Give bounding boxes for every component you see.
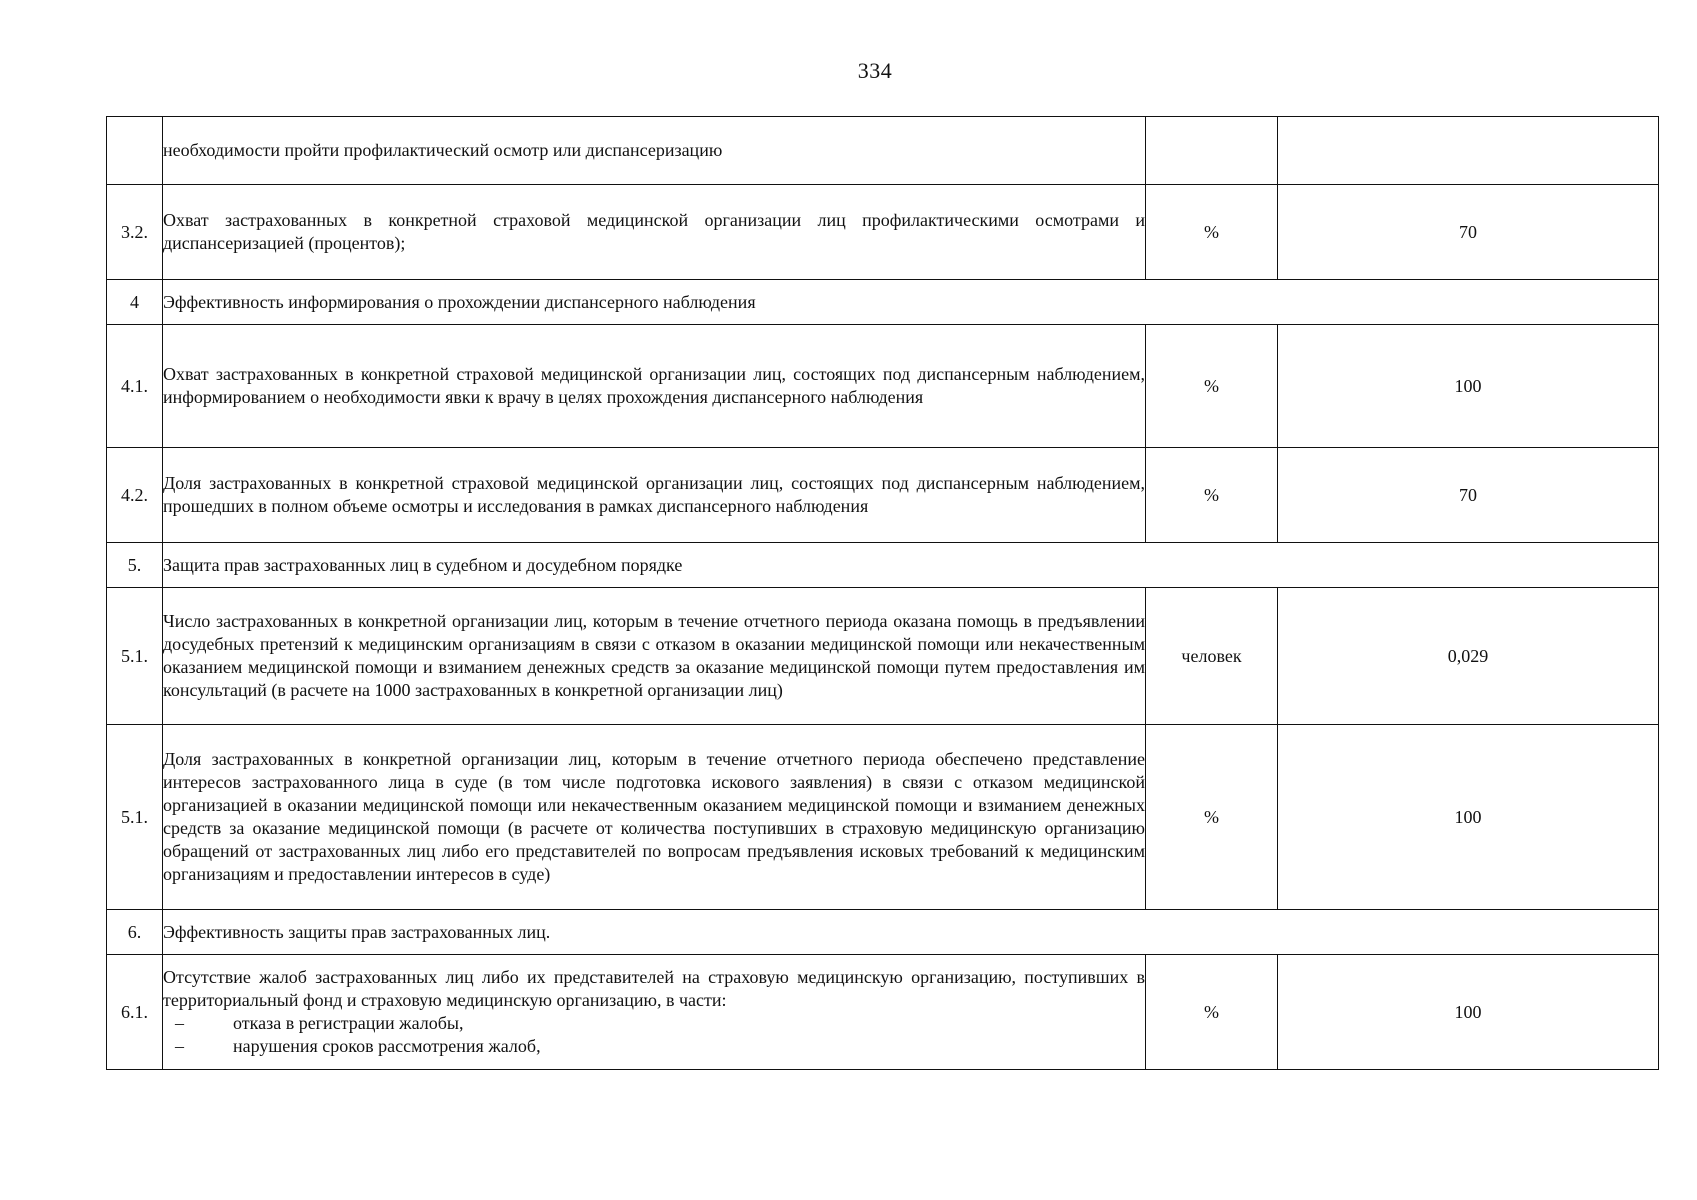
list-dash: – [175, 1013, 184, 1033]
row-value: 0,029 [1278, 588, 1659, 725]
table-row [107, 588, 1659, 725]
row-text: Охват застрахованных в конкретной страховой медицинской организации лиц профилактическими осмотрами и диспансеризацией (процентов); [163, 185, 1146, 280]
row-number: 4.1. [107, 325, 163, 448]
row-unit: % [1146, 725, 1278, 910]
row-text: Отсутствие жалоб застрахованных лиц либо их представителей на страховую медицинскую организацию, поступивших в территориальный фонд и страховую медицинскую организацию, в части: [163, 967, 1145, 1010]
row-number: 5.1. [107, 725, 163, 910]
list-item [163, 1035, 1145, 1058]
list-dash: – [175, 1036, 184, 1056]
row-value: 100 [1278, 725, 1659, 910]
table-row [107, 448, 1659, 543]
row-text: Доля застрахованных в конкретной страховой медицинской организации лиц, состоящих под диспансерным наблюдением, прошедших в полном объеме осмотры и исследования в рамках диспансерного наблюдения [163, 448, 1146, 543]
row-unit: % [1146, 185, 1278, 280]
row-unit: % [1146, 955, 1278, 1070]
list-item-text: отказа в регистрации жалобы, [233, 1013, 464, 1033]
row-number: 5.1. [107, 588, 163, 725]
list-item-text: нарушения сроков рассмотрения жалоб, [233, 1036, 541, 1056]
row-unit: % [1146, 448, 1278, 543]
row-number: 6.1. [107, 955, 163, 1070]
section-title: Защита прав застрахованных лиц в судебном и досудебном порядке [163, 543, 1659, 588]
section-number: 4 [107, 280, 163, 325]
row-unit [1146, 117, 1278, 185]
table-row [107, 117, 1659, 185]
row-number: 3.2. [107, 185, 163, 280]
page-number: 334 [857, 58, 893, 83]
section-number: 5. [107, 543, 163, 588]
row-text: Охват застрахованных в конкретной страховой медицинской организации лиц, состоящих под диспансерным наблюдением, информированием о необходимости явки к врачу в целях прохождения диспансерного наблюдения [163, 325, 1146, 448]
row-number [107, 117, 163, 185]
section-row [107, 910, 1659, 955]
row-value: 70 [1278, 185, 1659, 280]
row-value [1278, 117, 1659, 185]
row-value: 70 [1278, 448, 1659, 543]
section-title: Эффективность защиты прав застрахованных лиц. [163, 910, 1659, 955]
row-value: 100 [1278, 955, 1659, 1070]
row-text-cell [163, 955, 1146, 1070]
section-title: Эффективность информирования о прохождении диспансерного наблюдения [163, 280, 1659, 325]
row-text: необходимости пройти профилактический осмотр или диспансеризацию [163, 117, 1146, 185]
indicators-table [106, 116, 1659, 1070]
row-text: Число застрахованных в конкретной организации лиц, которым в течение отчетного периода оказана помощь в предъявлении досудебных претензий к медицинским организациям в связи с отказом в оказании медицинской помощи или некачественным оказанием медицинской помощи и взиманием денежных средств за оказание медицинской помощи путем предоставления им консультаций (в расчете на 1000 застрахованных в конкретной организации лиц) [163, 588, 1146, 725]
row-value: 100 [1278, 325, 1659, 448]
list-item [163, 1012, 1145, 1035]
section-number: 6. [107, 910, 163, 955]
table-row [107, 185, 1659, 280]
table-row [107, 325, 1659, 448]
row-unit: человек [1146, 588, 1278, 725]
section-row [107, 280, 1659, 325]
table-row [107, 725, 1659, 910]
table-row [107, 955, 1659, 1070]
section-row [107, 543, 1659, 588]
row-text: Доля застрахованных в конкретной организации лиц, которым в течение отчетного периода обеспечено представление интересов застрахованного лица в суде (в том числе подготовка искового заявления) в связи с отказом медицинской организацией в оказании медицинской помощи или некачественным оказанием медицинской помощи и взиманием денежных средств за оказание медицинской помощи (в расчете от количества поступивших в страховую медицинскую организацию обращений от застрахованных лиц либо его представителей по вопросам предъявления исковых требований к медицинским организациям и предоставлении интересов в суде) [163, 725, 1146, 910]
row-number: 4.2. [107, 448, 163, 543]
row-unit: % [1146, 325, 1278, 448]
